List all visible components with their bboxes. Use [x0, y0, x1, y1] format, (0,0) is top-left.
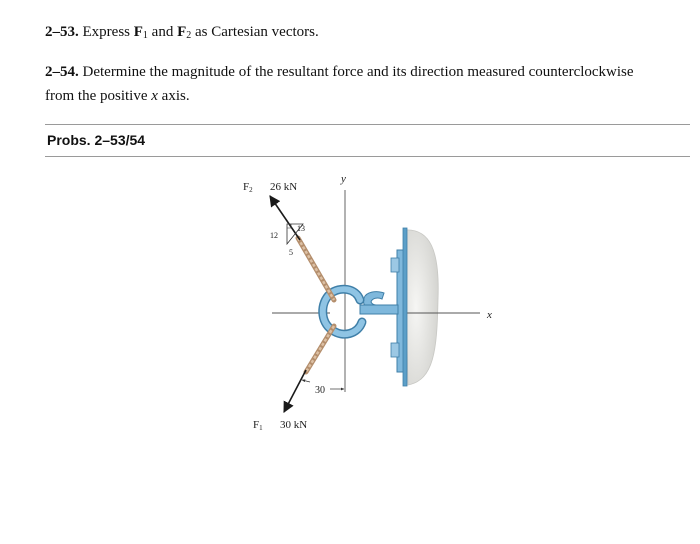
x-axis-label: x [487, 309, 492, 321]
f2-magnitude: 26 kN [270, 181, 298, 193]
problem-text: axis. [157, 88, 190, 104]
force-subscript: 2 [186, 30, 192, 41]
problem-text: as Cartesian vectors. [191, 24, 319, 40]
f1-symbol: F [253, 419, 260, 431]
figure-caption: Probs. 2–53/54 [47, 132, 146, 148]
hook-eye-highlight [323, 289, 362, 334]
y-axis-label: y [341, 173, 346, 185]
f1-label [253, 419, 263, 432]
f2-subscript: 2 [249, 186, 253, 194]
force-symbol-f2: F [177, 24, 187, 40]
f1-subscript: 1 [259, 424, 263, 432]
f1-arrow [284, 370, 306, 412]
slope-hyp-label: 13 [297, 224, 305, 233]
problem-text: Determine the magnitude of the resultant force and its direction measured counterclockwise [78, 64, 634, 80]
rope-f2-highlight [298, 238, 334, 300]
axis-variable: x [151, 88, 158, 104]
bolt-bottom [391, 343, 399, 357]
f1-magnitude: 30 kN [280, 419, 308, 431]
slope-horiz-label: 5 [289, 248, 293, 257]
problem-text: Express [78, 24, 134, 40]
mounting-plate-edge [403, 228, 407, 386]
angle-label: 30 [315, 385, 325, 396]
force-subscript: 1 [142, 30, 148, 41]
problem-text: and [147, 24, 178, 40]
wall-shadow [404, 230, 438, 385]
f2-label [243, 181, 253, 194]
bolt-top [391, 258, 399, 272]
f2-symbol: F [243, 181, 250, 193]
angle-dim-left [302, 380, 310, 382]
problem-number: 2–53. [45, 24, 79, 40]
hook-stem [360, 305, 398, 314]
problem-number: 2–54. [45, 64, 79, 80]
force-symbol-f1: F [133, 24, 143, 40]
slope-vert-label: 12 [270, 231, 278, 240]
problem-text: from the positive [45, 88, 152, 104]
